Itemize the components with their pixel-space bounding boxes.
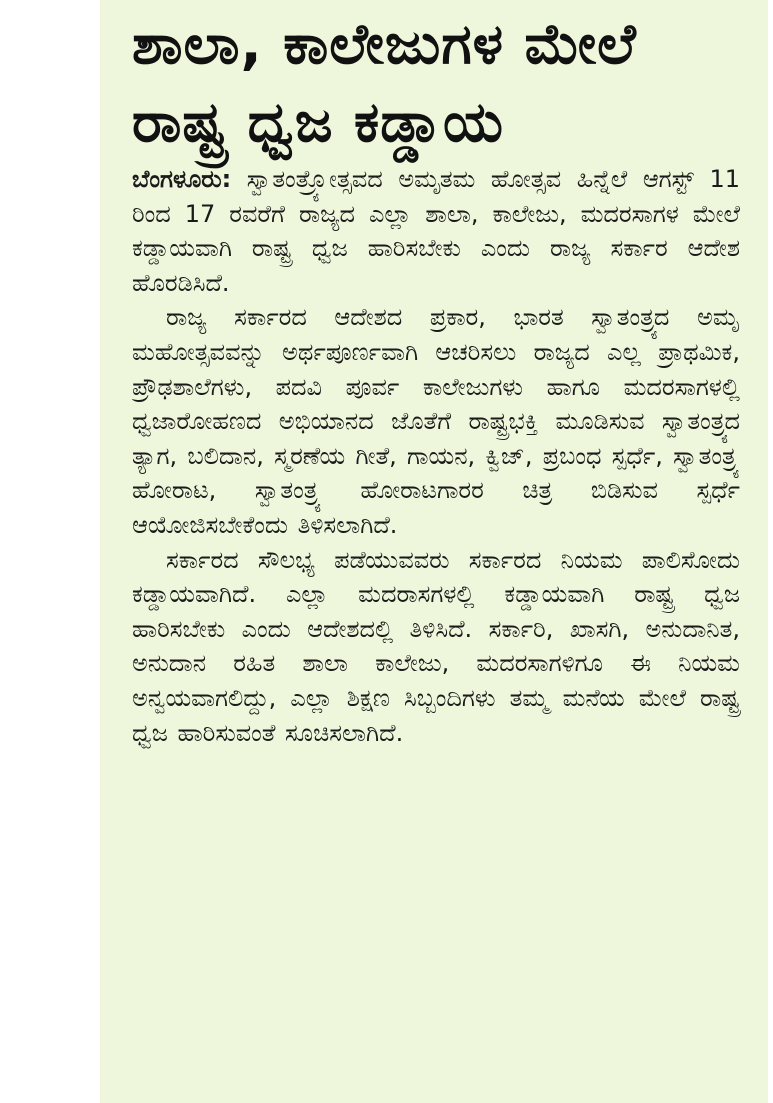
paragraph-1 [132,162,740,300]
headline-line-1: ಶಾಲಾ, ಕಾಲೇಜುಗಳ ಮೇಲೆ [132,12,637,77]
paragraph-1-text: ಸ್ವಾತಂತ್ರ್ಯೋತ್ಸವದ ಅಮೃತಮ ಹೋತ್ಸವ ಹಿನ್ನೆಲೆ ಆಗಸ್ಟ್ 11 ರಿಂದ 17 ರವರೆಗೆ ರಾಜ್ಯದ ಎಲ್ಲಾ ಶಾಲಾ, ಕಾಲೇಜು, ಮದರಸಾಗಳ ಮೇಲೆ ಕಡ್ಡಾಯವಾಗಿ ರಾಷ್ಟ್ರ ಧ್ವಜ ಹಾರಿಸಬೇಕು ಎಂದು ರಾಜ್ಯ ಸರ್ಕಾರ ಆದೇಶ ಹೊರಡಿಸಿದೆ. [132,165,740,297]
paragraph-2: ರಾಜ್ಯ ಸರ್ಕಾರದ ಆದೇಶದ ಪ್ರಕಾರ, ಭಾರತ ಸ್ವಾತಂತ್ರ್ಯದ ಅಮೃ ಮಹೋತ್ಸವವನ್ನು ಅರ್ಥಪೂರ್ಣವಾಗಿ ಆಚರಿಸಲು ರಾಜ್ಯದ ಎಲ್ಲ ಪ್ರಾಥಮಿಕ, ಪ್ರೌಢಶಾಲೆಗಳು, ಪದವಿ ಪೂರ್ವ ಕಾಲೇಜುಗಳು ಹಾಗೂ ಮದರಸಾಗಳಲ್ಲಿ ಧ್ವಜಾರೋಹಣದ ಅಭಿಯಾನದ ಜೊತೆಗೆ ರಾಷ್ಟ್ರಭಕ್ತಿ ಮೂಡಿಸುವ ಸ್ವಾತಂತ್ರ್ಯದ ತ್ಯಾಗ, ಬಲಿದಾನ, ಸ್ಮರಣೆಯ ಗೀತೆ, ಗಾಯನ, ಕ್ವಿಜ್, ಪ್ರಬಂಧ ಸ್ಪರ್ಧೆ, ಸ್ವಾತಂತ್ರ್ಯ ಹೋರಾಟ, ಸ್ವಾತಂತ್ರ್ಯ ಹೋರಾಟಗಾರರ ಚಿತ್ರ ಬಿಡಿಸುವ ಸ್ಪರ್ಧೆ ಆಯೋಜಿಸಬೇಕೆಂದು ತಿಳಿಸಲಾಗಿದೆ. [132,303,740,539]
headline-line-2: ರಾಷ್ಟ್ರ ಧ್ವಜ ಕಡ್ಡಾಯ [132,90,504,155]
paragraph-3: ಸರ್ಕಾರದ ಸೌಲಭ್ಯ ಪಡೆಯುವವರು ಸರ್ಕಾರದ ನಿಯಮ ಪಾಲಿಸೋದು ಕಡ್ಡಾಯವಾಗಿದೆ. ಎಲ್ಲಾ ಮದರಾಸಗಳಲ್ಲಿ ಕಡ್ಡಾಯವಾಗಿ ರಾಷ್ಟ್ರ ಧ್ವಜ ಹಾರಿಸಬೇಕು ಎಂದು ಆದೇಶದಲ್ಲಿ ತಿಳಿಸಿದೆ. ಸರ್ಕಾರಿ, ಖಾಸಗಿ, ಅನುದಾನಿತ, ಅನುದಾನ ರಹಿತ ಶಾಲಾ ಕಾಲೇಜು, ಮದರಸಾಗಳಿಗೂ ಈ ನಿಯಮ ಅನ್ವಯವಾಗಲಿದ್ದು, ಎಲ್ಲಾ ಶಿಕ್ಷಣ ಸಿಬ್ಬಂದಿಗಳು ತಮ್ಮ ಮನೆಯ ಮೇಲೆ ರಾಷ್ಟ್ರ ಧ್ವಜ ಹಾರಿಸುವಂತೆ ಸೂಚಿಸಲಾಗಿದೆ. [132,545,740,747]
headline [132,6,752,162]
dateline: ಬೆಂಗಳೂರು: [132,165,232,193]
article-body [132,162,740,750]
newspaper-clipping [100,0,768,1103]
